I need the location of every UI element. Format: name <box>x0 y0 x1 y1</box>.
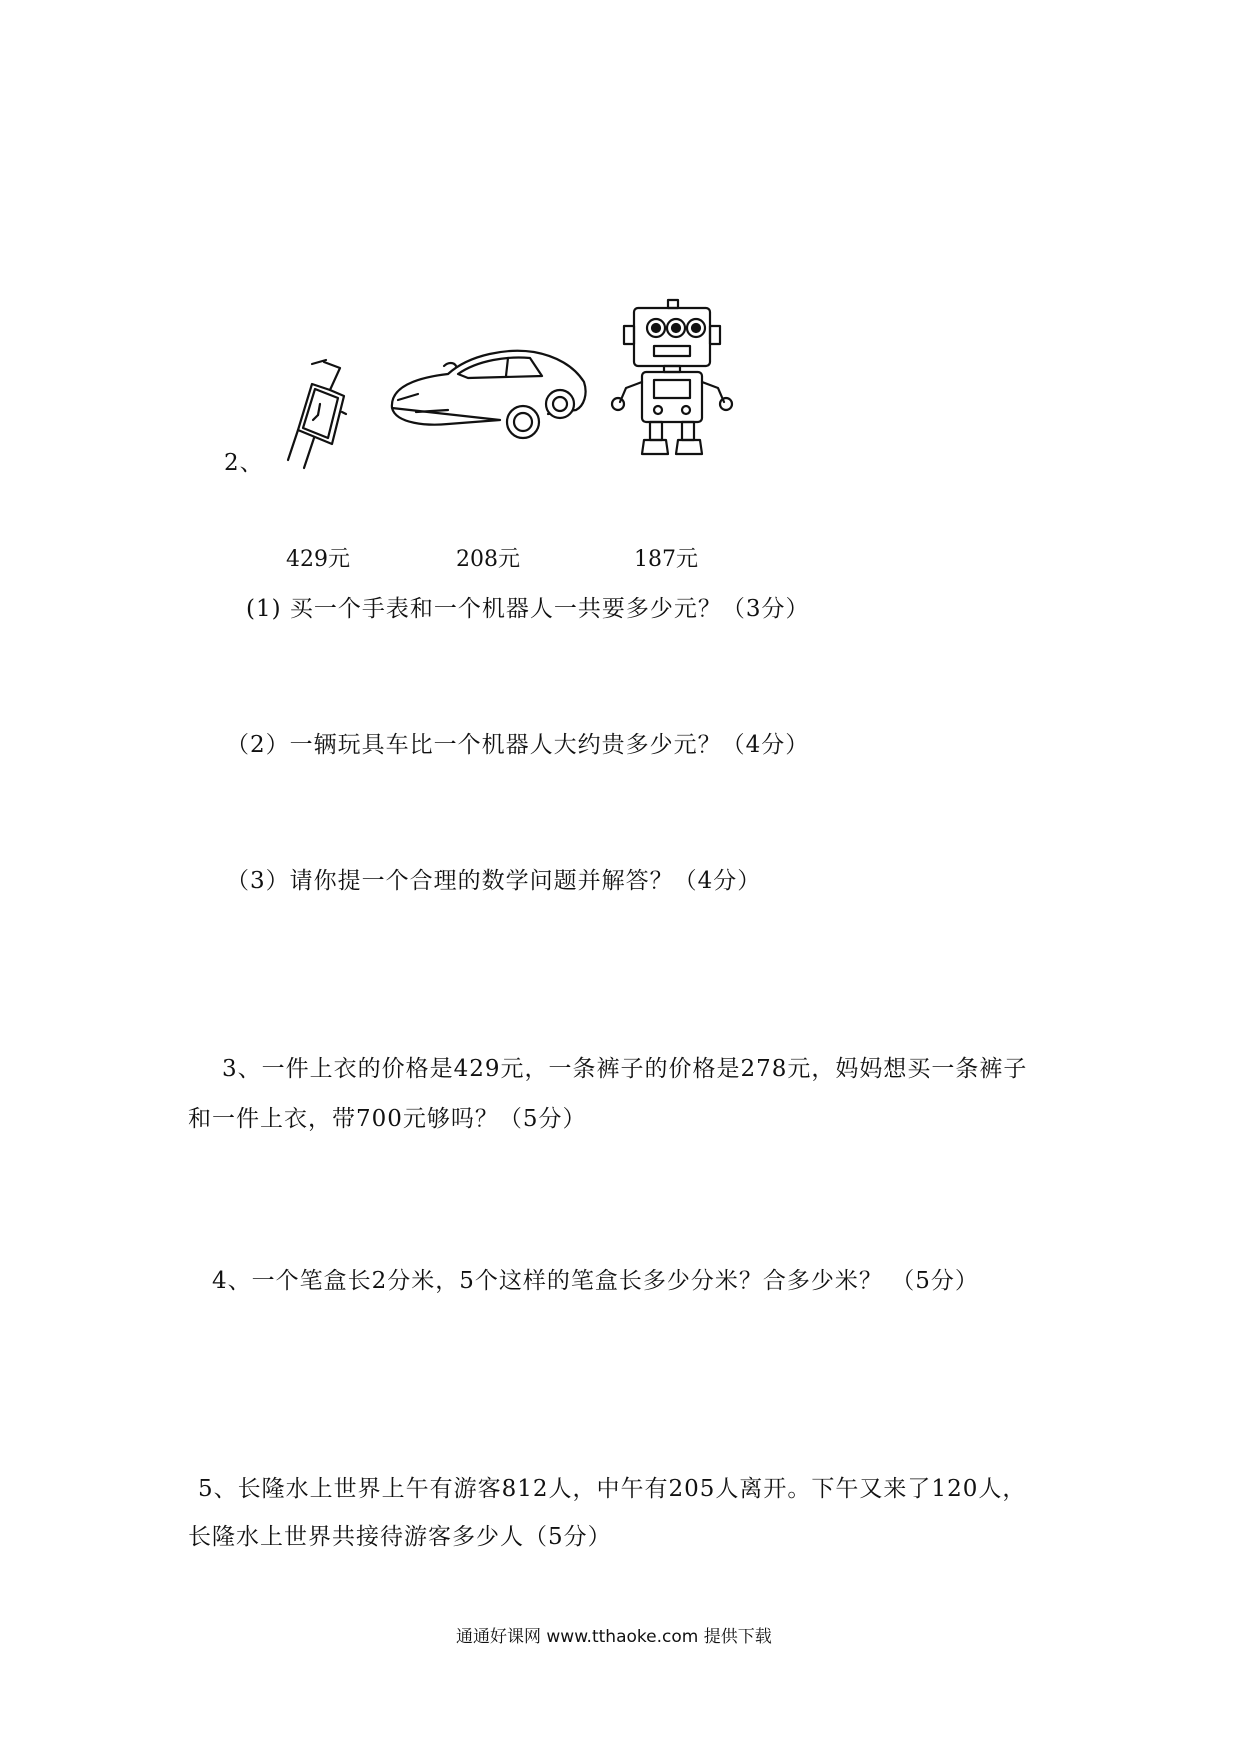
question-3-line-2: 和一件上衣，带700元够吗？（5分） <box>188 1106 587 1132</box>
robot-icon <box>606 298 736 468</box>
subquestion-2: （2）一辆玩具车比一个机器人大约贵多少元？（4分） <box>226 732 810 758</box>
question-5-line-2: 长隆水上世界共接待游客多少人（5分） <box>188 1524 612 1550</box>
question-5-line-1: 5、长隆水上世界上午有游客812人，中午有205人离开。下午又来了120人， <box>198 1476 1027 1502</box>
footer-text: 通通好课网 www.tthaoke.com 提供下载 <box>456 1627 772 1647</box>
robot-price: 187元 <box>634 547 698 572</box>
question-4: 4、一个笔盒长2分米，5个这样的笔盒长多少分米？合多少米？ （5分） <box>212 1268 979 1294</box>
question-2-number: 2、 <box>224 450 264 476</box>
subquestion-1: (1) 买一个手表和一个机器人一共要多少元？（3分） <box>246 596 810 622</box>
question-3-line-1: 3、一件上衣的价格是429元，一条裤子的价格是278元，妈妈想买一条裤子 <box>222 1056 1028 1082</box>
car-icon <box>388 344 588 444</box>
watch-price: 429元 <box>286 547 350 572</box>
watch-icon <box>282 360 352 470</box>
subquestion-3: （3）请你提一个合理的数学问题并解答？（4分） <box>226 868 762 894</box>
car-price: 208元 <box>456 547 520 572</box>
